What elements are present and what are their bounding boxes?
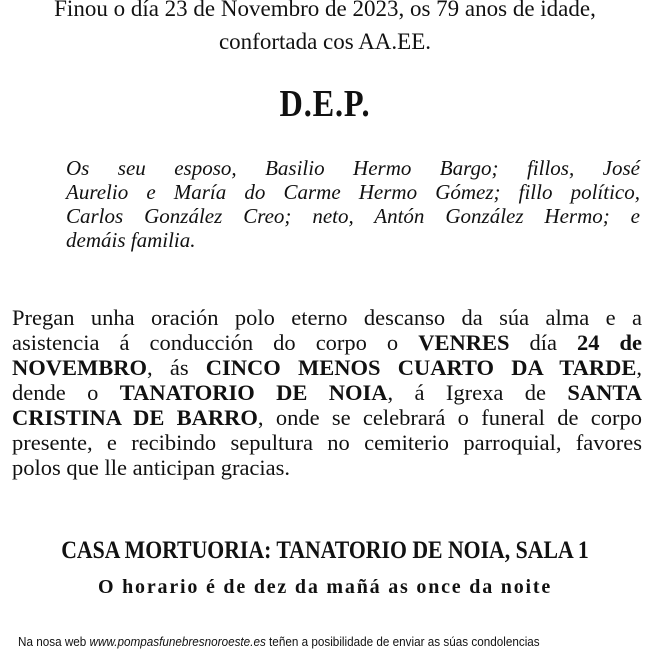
family-line: demáis familia. — [66, 228, 196, 252]
death-date-line: Finou o día 23 de Novembro de 2023, os 79 anos de idade, — [54, 0, 596, 21]
family-line: Aurelio e María do Carme Hermo Gómez; fillo político, — [66, 180, 640, 204]
casa-mortuoria-heading: CASA MORTUORIA: TANATORIO DE NOIA, SALA 1 — [61, 537, 589, 564]
notice-church: CRISTINA DE BARRO — [12, 405, 258, 430]
notice-day: VENRES — [418, 330, 510, 355]
notice-line: presente, e recibindo sepultura no cemiterio parroquial, favores — [12, 430, 642, 455]
notice-text: dende o — [12, 380, 120, 405]
notice-text: día — [509, 330, 577, 355]
notice-time: CINCO MENOS CUARTO DA TARDE — [205, 355, 637, 380]
notice-text: , á Igrexa de — [387, 380, 568, 405]
notice-text: asistencia á conducción do corpo o — [12, 330, 419, 355]
notice-text: , — [636, 355, 642, 380]
notice-line: polos que lle anticipan gracias. — [12, 455, 291, 480]
notice-line — [12, 330, 642, 355]
notice-funeral-home: TANATORIO DE NOIA — [119, 380, 388, 405]
notice-month: NOVEMBRO — [12, 355, 147, 380]
notice-line — [12, 405, 642, 430]
notice-date: 24 de — [577, 330, 643, 355]
family-paragraph — [66, 156, 640, 252]
family-line: Os seu esposo, Basilio Hermo Bargo; fillos, José — [66, 156, 640, 180]
notice-church: SANTA — [567, 380, 642, 405]
dep-heading: D.E.P. — [279, 83, 371, 125]
notice-text: , onde se celebrará o funeral de corpo — [257, 405, 642, 430]
notice-line: Pregan unha oración polo eterno descanso da súa alma e a — [12, 305, 642, 330]
notice-line — [12, 380, 642, 405]
footer-text: teñen a posibilidade de enviar as súas condolencias — [265, 634, 540, 649]
funeral-notice-paragraph — [12, 305, 642, 480]
notice-text: , ás — [147, 355, 206, 380]
sacraments-line: confortada cos AA.EE. — [218, 29, 432, 54]
opening-hours: O horario é de dez da mañá as once da noite — [97, 576, 553, 598]
website-footer — [18, 634, 540, 649]
notice-line — [12, 355, 642, 380]
website-link[interactable]: www.pompasfunebresnoroeste.es — [89, 634, 266, 649]
footer-text: Na nosa web — [18, 634, 90, 649]
family-line: Carlos González Creo; neto, Antón González Hermo; e — [66, 204, 640, 228]
